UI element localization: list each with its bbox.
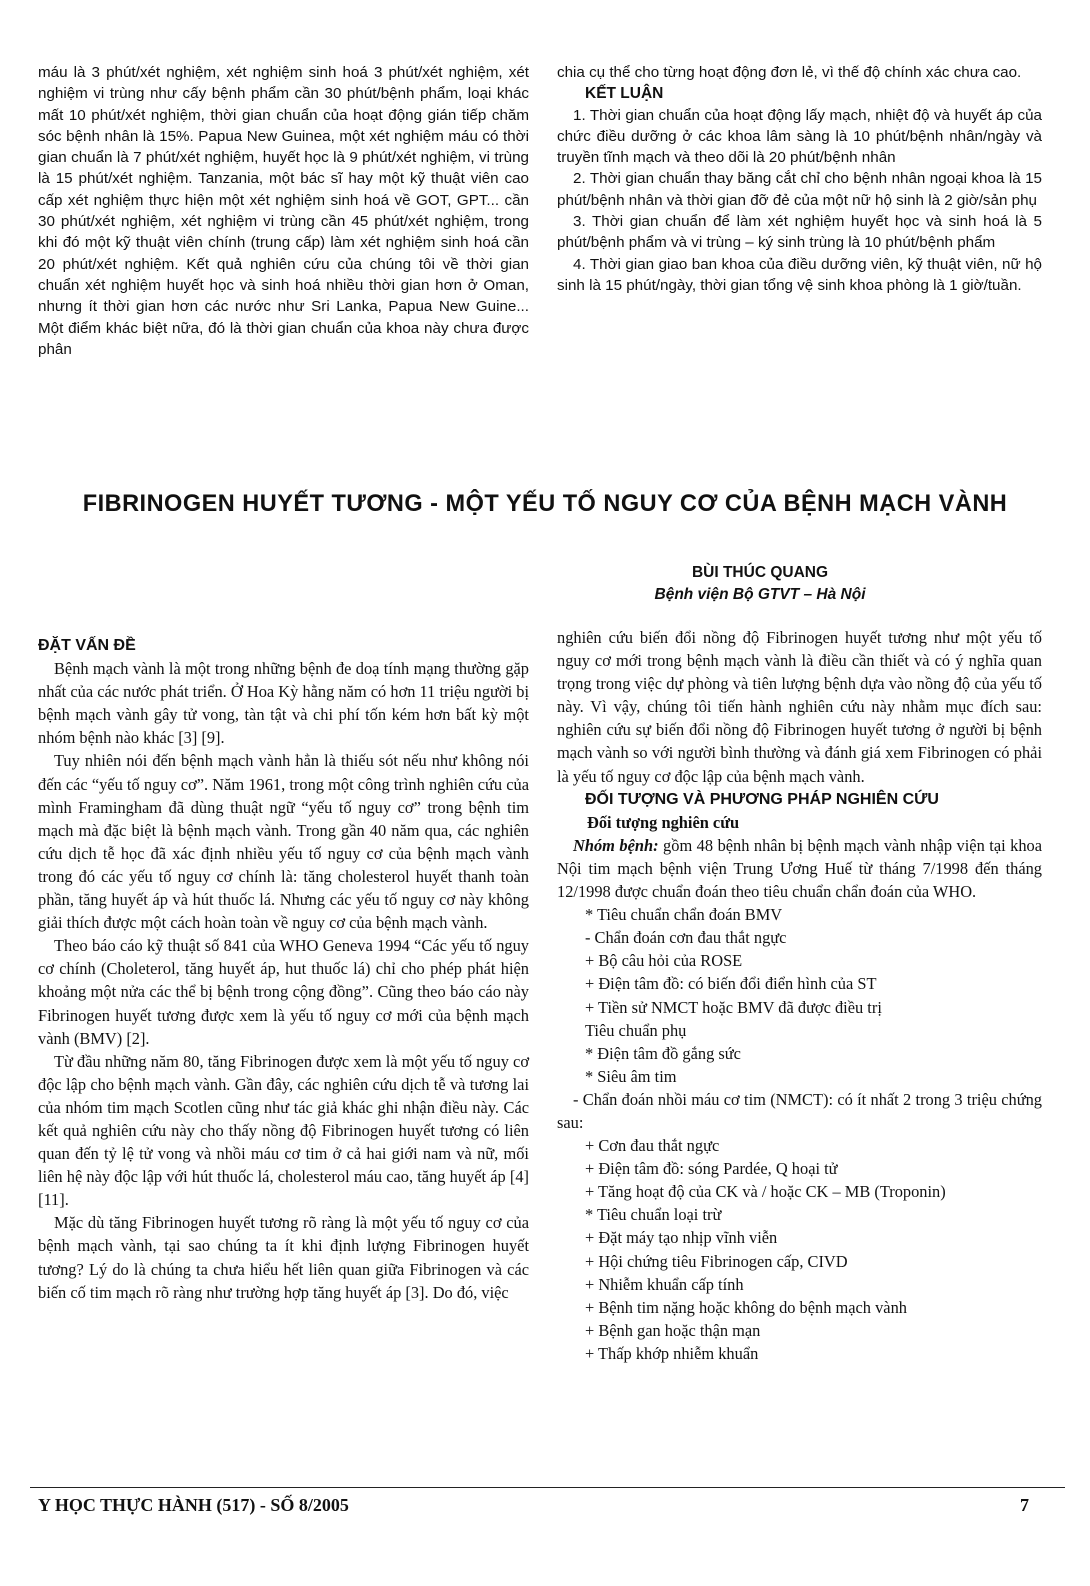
author-name: BÙI THÚC QUANG [691,564,829,581]
criteria-item: + Đặt máy tạo nhịp vĩnh viễn [585,1228,778,1248]
patient-group-text: gồm 48 bệnh nhân bị bệnh mạch vành nhập viện tại khoa Nội tim mạch bệnh viện Trung Ương Huế từ tháng 7/1998 đến tháng 12/1998 được chuẩn đoán theo tiêu chuẩn chẩn đoán của WHO. [557,835,1043,902]
footer-divider [30,1487,1065,1488]
intro-paragraph: Từ đầu những năm 80, tăng Fibrinogen được xem là một yếu tố nguy cơ độc lập cho bệnh mạch vành. Gần đây, các nghiên cứu dịch tễ và tương lai của nhóm tim mạch Scotlen cũng như tác giả khác ghi nhận điều này. Các kết quả nghiên cứu này cho thấy nồng độ Fibrinogen huyết tương có liên quan đến tỷ lệ tử vong và nhồi máu cơ tim ở cả hai giới nam và nữ, mối liên hệ này độc lập với hút thuốc lá, cholesterol máu cao, tăng huyết áp [4] [11]. [38,1051,529,1210]
intro-paragraph: Bệnh mạch vành là một trong những bệnh đe doạ tính mạng thường gặp nhất của các nước phát triển. Ở Hoa Kỳ hằng năm có hơn 11 triệu người bị bệnh mạch vành gây tử vong, tàn tật và chi phí tốn kém hơn bất kỳ một nhóm bệnh nào khác [3] [9]. [38,659,529,748]
prev-article-right-column [557,62,1042,296]
methods-heading: ĐỐI TƯỢNG VÀ PHƯƠNG PHÁP NGHIÊN CỨU [585,790,939,808]
criteria-item: + Bệnh tim nặng hoặc không do bệnh mạch vành [585,1297,907,1317]
criteria-item: * Tiêu chuẩn chẩn đoán BMV [585,905,783,925]
author-block [560,562,960,606]
page-number: 7 [1020,1495,1029,1515]
article-left-column [38,634,529,1304]
article-right-column [557,626,1042,1365]
conclusion-heading: KẾT LUẬN [585,85,664,103]
conclusion-item: 2. Thời gian chuẩn thay băng cắt chỉ cho bệnh nhân ngoại khoa là 15 phút/bệnh nhân và thời gian đỡ đẻ của một nữ hộ sinh là 2 giờ/sản phụ [557,170,1042,209]
intro-paragraph: Theo báo cáo kỹ thuật số 841 của WHO Geneva 1994 “Các yếu tố nguy cơ chính (Choleterol, tăng huyết áp, hut thuốc lá) chỉ cho phép phát hiện khoảng một nửa các thể bị bệnh trong cộng đồng”. Cũng theo báo cáo này Fibrinogen huyết tương được xem là yếu tố nguy cơ mới của bệnh mạch vành (BMV) [2]. [38,936,529,1048]
prev-article-paragraph: chia cụ thể cho từng hoạt động đơn lẻ, vì thế độ chính xác chưa cao. [557,64,1022,81]
purpose-paragraph: nghiên cứu biến đổi nồng độ Fibrinogen huyết tương như một yếu tố nguy cơ mới trong bệnh mạch vành là điều cần thiết và có ý nghĩa quan trọng trong việc dự phòng và tiên lượng bệnh dựa vào nồng độ của yếu tố này. Vì vậy, chúng tôi tiến hành nghiên cứu này nhằm mục đích sau: nghiên cứu sự biến đổi nồng độ Fibrinogen huyết tương ở người bị bệnh mạch vành so với người bình thường và đánh giá xem Fibrinogen có phải là yếu tố nguy cơ độc lập của bệnh mạch vành. [557,628,1042,786]
article-title: FIBRINOGEN HUYẾT TƯƠNG - MỘT YẾU TỐ NGUY CƠ CỦA BỆNH MẠCH VÀNH [82,490,1008,517]
criteria-item: + Bệnh gan hoặc thận mạn [585,1320,761,1340]
footer-journal: Y HỌC THỰC HÀNH (517) - SỐ 8/2005 [38,1495,349,1515]
conclusion-item: 3. Thời gian chuẩn để làm xét nghiệm huyết học và sinh hoá là 5 phút/bệnh phẩm và vi trùng – ký sinh trùng là 10 phút/bệnh phẩm [557,213,1042,252]
conclusion-item: 4. Thời gian giao ban khoa của điều dưỡng viên, kỹ thuật viên, nữ hộ sinh là 15 phút/ngày, thời gian tổng vệ sinh khoa phòng là 1 giờ/tuần. [557,255,1042,294]
author-affiliation: Bệnh viện Bộ GTVT – Hà Nội [654,586,866,603]
criteria-item: + Bộ câu hỏi của ROSE [585,951,743,971]
subjects-heading: Đối tượng nghiên cứu [587,812,740,832]
criteria-item: + Hội chứng tiêu Fibrinogen cấp, CIVD [585,1251,848,1271]
intro-paragraph: Tuy nhiên nói đến bệnh mạch vành hẳn là thiếu sót nếu như không nói đến các “yếu tố nguy cơ”. Năm 1961, trong một công trình nghiên cứu của mình Framingham đã dùng thuật ngữ “yếu tố nguy cơ” trong bệnh tim mạch mà đặc biệt là bệnh mạch vành. Trong gần 40 năm qua, các nghiên cứu dịch tễ học đã xác định nhiều yếu tố nguy cơ của bệnh mạch vành trong đó các yếu tố nguy cơ chính là: tăng cholesterol huyết thanh toàn phần, tăng huyết áp và hút thuốc lá. Nhưng các yếu tố nguy cơ này không giải thích được một cách hoàn toàn về nguy cơ của bệnh mạch vành. [38,751,529,933]
criteria-item: * Điện tâm đồ gắng sức [585,1043,741,1063]
prev-article-left-column [38,62,529,360]
criteria-item: Tiêu chuẩn phụ [585,1020,687,1040]
criteria-item: + Tăng hoạt độ của CK và / hoặc CK – MB (Troponin) [585,1182,946,1202]
criteria-item: + Điện tâm đồ: sóng Pardée, Q hoại tử [585,1159,838,1179]
conclusion-item: 1. Thời gian chuẩn của hoạt động lấy mạch, nhiệt độ và huyết áp của chức điều dưỡng ở các khoa lâm sàng là 10 phút/bệnh nhân/ngày và truyền tĩnh mạch và theo dõi là 20 phút/bệnh nhân [557,106,1042,167]
patient-group-paragraph [557,834,1042,903]
criteria-item: * Siêu âm tim [585,1066,677,1086]
intro-paragraph: Mặc dù tăng Fibrinogen huyết tương rõ ràng là một yếu tố nguy cơ của bệnh mạch vành, tại sao chúng ta ít khi định lượng Fibrinogen huyết tương? Lý do là chúng ta chưa hiểu hết liên quan giữa Fibrinogen và các biến cố tim mạch rõ ràng như trường hợp tăng huyết áp [3]. Do đó, việc [38,1213,529,1302]
prev-article-paragraph: máu là 3 phút/xét nghiệm, xét nghiệm sinh hoá 3 phút/xét nghiệm, xét nghiệm vi trùng như cấy bệnh phẩm cần 30 phút/bệnh phẩm, loại khác mất 10 phút/xét nghiệm, thời gian chuẩn của hoạt động gián tiếp chăm sóc bệnh nhân là 15%. Papua New Guinea, một xét nghiệm máu có thời gian chuẩn là 7 phút/xét nghiệm, huyết học là 9 phút/xét nghiệm, vi trùng là 15 phút/xét nghiệm. Tanzania, một bác sĩ hay một kỹ thuật viên cao cấp xét nghiệm thực hiện một xét nghiệm sinh hoá về GOT, GPT... cần 30 phút/xét nghiệm, xét nghiệm vi trùng cần 45 phút/xét nghiệm, trong khi đó một kỹ thuật viên chính (trung cấp) làm xét nghiệm sinh hoá cần 20 phút/xét nghiệm. Kết quả nghiên cứu của chúng tôi về thời gian chuẩn xét nghiệm huyết học và sinh hoá nhiều thời gian hơn ở Oman, nhưng ít thời gian hơn các nước như Sri Lanka, Papua New Guine... Một điểm khác biệt nữa, đó là thời gian chuẩn của khoa này chưa được phân [38,64,529,358]
criteria-item: + Cơn đau thắt ngực [585,1136,720,1156]
criteria-item: - Chẩn đoán cơn đau thắt ngực [585,928,787,948]
criteria-item: + Tiền sử NMCT hoặc BMV đã được điều trị [585,997,882,1017]
patient-group-label: Nhóm bệnh: [573,835,659,855]
criteria-item: + Điện tâm đồ: có biến đổi điển hình của ST [585,974,877,994]
criteria-item: * Tiêu chuẩn loại trừ [585,1205,722,1225]
criteria-item: + Nhiễm khuẩn cấp tính [585,1274,744,1294]
criteria-item: + Thấp khớp nhiễm khuẩn [585,1343,759,1363]
mi-criteria-paragraph: - Chẩn đoán nhồi máu cơ tim (NMCT): có ít nhất 2 trong 3 triệu chứng sau: [557,1089,1042,1132]
intro-heading: ĐẶT VẤN ĐỀ [38,637,136,654]
